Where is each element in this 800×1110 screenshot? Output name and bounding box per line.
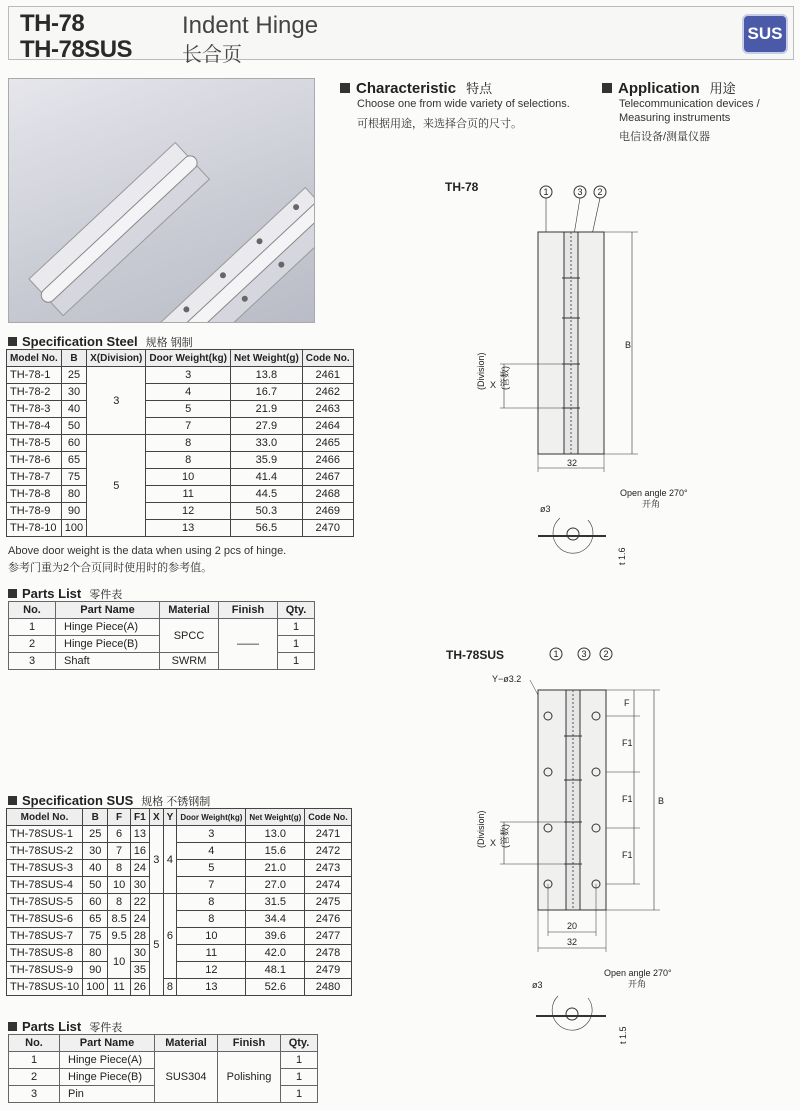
drawing-th78sus bbox=[470, 640, 710, 1080]
parts-list-table-sus bbox=[8, 1034, 318, 1103]
model-number-secondary: TH-78SUS bbox=[20, 36, 133, 63]
diameter-label: ø3 bbox=[540, 504, 551, 514]
col-header: No. bbox=[9, 602, 56, 619]
open-angle-label-zh: 开角 bbox=[628, 979, 647, 989]
drawing-th78-label: TH-78 bbox=[445, 180, 479, 194]
dimension-width: 32 bbox=[567, 458, 578, 468]
col-header: B bbox=[83, 809, 108, 826]
dimension-x: X bbox=[490, 380, 497, 390]
col-header: B bbox=[61, 350, 86, 367]
col-header: Model No. bbox=[7, 809, 83, 826]
door-weight-note-zh: 参考门重为2个合页同时使用时的参考值。 bbox=[8, 562, 213, 574]
application-heading: Application 用途 bbox=[602, 78, 736, 97]
dimension-b: B bbox=[625, 340, 632, 350]
col-header: X bbox=[149, 809, 163, 826]
col-header: X(Division) bbox=[87, 350, 146, 367]
product-title-zh: 长合页 bbox=[182, 44, 242, 66]
callout-1: 1 bbox=[543, 187, 549, 197]
hinge-photo-illustration bbox=[9, 79, 314, 322]
application-text-2: Measuring instruments bbox=[619, 112, 731, 124]
table-row: TH-78-9 90 12 50.3 2469 bbox=[7, 503, 354, 520]
table-row: TH-78-10 100 13 56.5 2470 bbox=[7, 520, 354, 537]
col-header: Part Name bbox=[56, 602, 160, 619]
callout-2: 2 bbox=[603, 649, 609, 659]
table-row: TH-78SUS-4 50 10 30 7 27.0 2474 bbox=[7, 877, 352, 894]
table-row: 1 Hinge Piece(A) SUS304 Polishing 1 bbox=[9, 1052, 318, 1069]
open-angle-label: Open angle 270° bbox=[604, 968, 672, 978]
col-header: Y bbox=[163, 809, 177, 826]
product-photo bbox=[8, 78, 315, 323]
parts-list-table-steel bbox=[8, 601, 315, 670]
open-angle-label: Open angle 270° bbox=[620, 488, 688, 498]
open-angle-label-zh: 开角 bbox=[642, 499, 661, 509]
drawing-th78sus-label: TH-78SUS bbox=[446, 648, 505, 662]
parts-list-heading-sus: Parts List 零件表 bbox=[8, 1019, 122, 1035]
x-division-cell: 3 bbox=[87, 367, 146, 435]
dimension-width-20: 20 bbox=[567, 921, 578, 931]
table-row: 3 Shaft SWRM 1 bbox=[9, 653, 315, 670]
dimension-f1: F1 bbox=[622, 794, 633, 804]
col-header: Qty. bbox=[278, 602, 315, 619]
application-text-1: Telecommunication devices / bbox=[619, 98, 760, 110]
dimension-b: B bbox=[658, 796, 665, 806]
table-row: TH-78SUS-10 100 11 26 8 13 52.6 2480 bbox=[7, 979, 352, 996]
division-label-zh: (管数) bbox=[500, 366, 510, 390]
table-row: 2 Hinge Piece(B) 1 bbox=[9, 1069, 318, 1086]
application-text-zh: 电信设备/测量仪器 bbox=[619, 131, 711, 143]
col-header: Part Name bbox=[60, 1035, 155, 1052]
parts-list-heading: Parts List 零件表 bbox=[8, 586, 122, 602]
spec-sus-table bbox=[6, 808, 352, 996]
dimension-f1: F1 bbox=[622, 738, 633, 748]
col-header: Net Weight(g) bbox=[230, 350, 302, 367]
x-division-cell: 5 bbox=[87, 435, 146, 537]
table-row: TH-78SUS-7 75 9.5 28 10 39.6 2477 bbox=[7, 928, 352, 945]
table-row: TH-78SUS-2 30 7 16 4 15.6 2472 bbox=[7, 843, 352, 860]
col-header: Door Weight(kg) bbox=[146, 350, 231, 367]
col-header: Model No. bbox=[7, 350, 62, 367]
thickness-label: t 1.6 bbox=[617, 547, 627, 565]
table-row: TH-78-2 30 4 16.7 2462 bbox=[7, 384, 354, 401]
table-row: TH-78-5 60 5 8 33.0 2465 bbox=[7, 435, 354, 452]
table-row: 1 Hinge Piece(A) SPCC —— 1 bbox=[9, 619, 315, 636]
table-row: TH-78SUS-9 90 35 12 48.1 2479 bbox=[7, 962, 352, 979]
sus-badge: SUS bbox=[742, 14, 788, 54]
table-row: TH-78-4 50 7 27.9 2464 bbox=[7, 418, 354, 435]
table-row: 2 Hinge Piece(B) 1 bbox=[9, 636, 315, 653]
spec-steel-heading: Specification Steel 规格 钢制 bbox=[8, 334, 193, 350]
characteristic-heading: Characteristic 特点 bbox=[340, 78, 492, 97]
col-header: Material bbox=[155, 1035, 218, 1052]
door-weight-note-en: Above door weight is the data when using 2 pcs of hinge. bbox=[8, 545, 287, 557]
callout-2: 2 bbox=[597, 187, 603, 197]
col-header: Finish bbox=[219, 602, 278, 619]
model-number-primary: TH-78 bbox=[20, 10, 85, 37]
drawing-th78 bbox=[470, 180, 710, 580]
spec-sus-heading: Specification SUS 规格 不锈钢制 bbox=[8, 793, 210, 809]
dimension-f: F bbox=[624, 698, 630, 708]
col-header: No. bbox=[9, 1035, 60, 1052]
division-label-zh: (管数) bbox=[500, 824, 510, 848]
table-row: TH-78SUS-5 60 8 22 5 6 8 31.5 2475 bbox=[7, 894, 352, 911]
table-row: TH-78-8 80 11 44.5 2468 bbox=[7, 486, 354, 503]
table-row: TH-78-3 40 5 21.9 2463 bbox=[7, 401, 354, 418]
table-row: TH-78SUS-3 40 8 24 5 21.0 2473 bbox=[7, 860, 352, 877]
product-title: Indent Hinge bbox=[182, 12, 319, 39]
division-label: (Division) bbox=[476, 352, 486, 390]
dimension-width-32: 32 bbox=[567, 937, 578, 947]
table-row: TH-78-6 65 8 35.9 2466 bbox=[7, 452, 354, 469]
col-header: Code No. bbox=[302, 350, 353, 367]
col-header: Door Weight(kg) bbox=[177, 809, 246, 826]
col-header: F bbox=[108, 809, 130, 826]
col-header: Qty. bbox=[281, 1035, 318, 1052]
characteristic-text-zh: 可根据用途，来选择合页的尺寸。 bbox=[357, 118, 522, 130]
col-header: Net Weight(g) bbox=[246, 809, 305, 826]
hole-label: Y−ø3.2 bbox=[492, 674, 522, 684]
col-header: F1 bbox=[130, 809, 149, 826]
spec-steel-table bbox=[6, 349, 354, 537]
table-row: 3 Pin 1 bbox=[9, 1086, 318, 1103]
thickness-label: t 1.5 bbox=[618, 1026, 628, 1044]
table-row: TH-78SUS-8 80 10 30 11 42.0 2478 bbox=[7, 945, 352, 962]
table-row: TH-78SUS-6 65 8.5 24 8 34.4 2476 bbox=[7, 911, 352, 928]
characteristic-text-en: Choose one from wide variety of selections. bbox=[357, 98, 570, 110]
table-row: TH-78SUS-1 25 6 13 3 4 3 13.0 2471 bbox=[7, 826, 352, 843]
callout-1: 1 bbox=[553, 649, 559, 659]
col-header: Code No. bbox=[305, 809, 352, 826]
dimension-f1: F1 bbox=[622, 850, 633, 860]
division-label: (Division) bbox=[476, 810, 486, 848]
diameter-label: ø3 bbox=[532, 980, 543, 990]
callout-3: 3 bbox=[577, 187, 583, 197]
col-header: Material bbox=[160, 602, 219, 619]
table-row: TH-78-7 75 10 41.4 2467 bbox=[7, 469, 354, 486]
callout-3: 3 bbox=[581, 649, 587, 659]
dimension-x: X bbox=[490, 838, 497, 848]
col-header: Finish bbox=[218, 1035, 281, 1052]
table-row: TH-78-1 25 3 3 13.8 2461 bbox=[7, 367, 354, 384]
